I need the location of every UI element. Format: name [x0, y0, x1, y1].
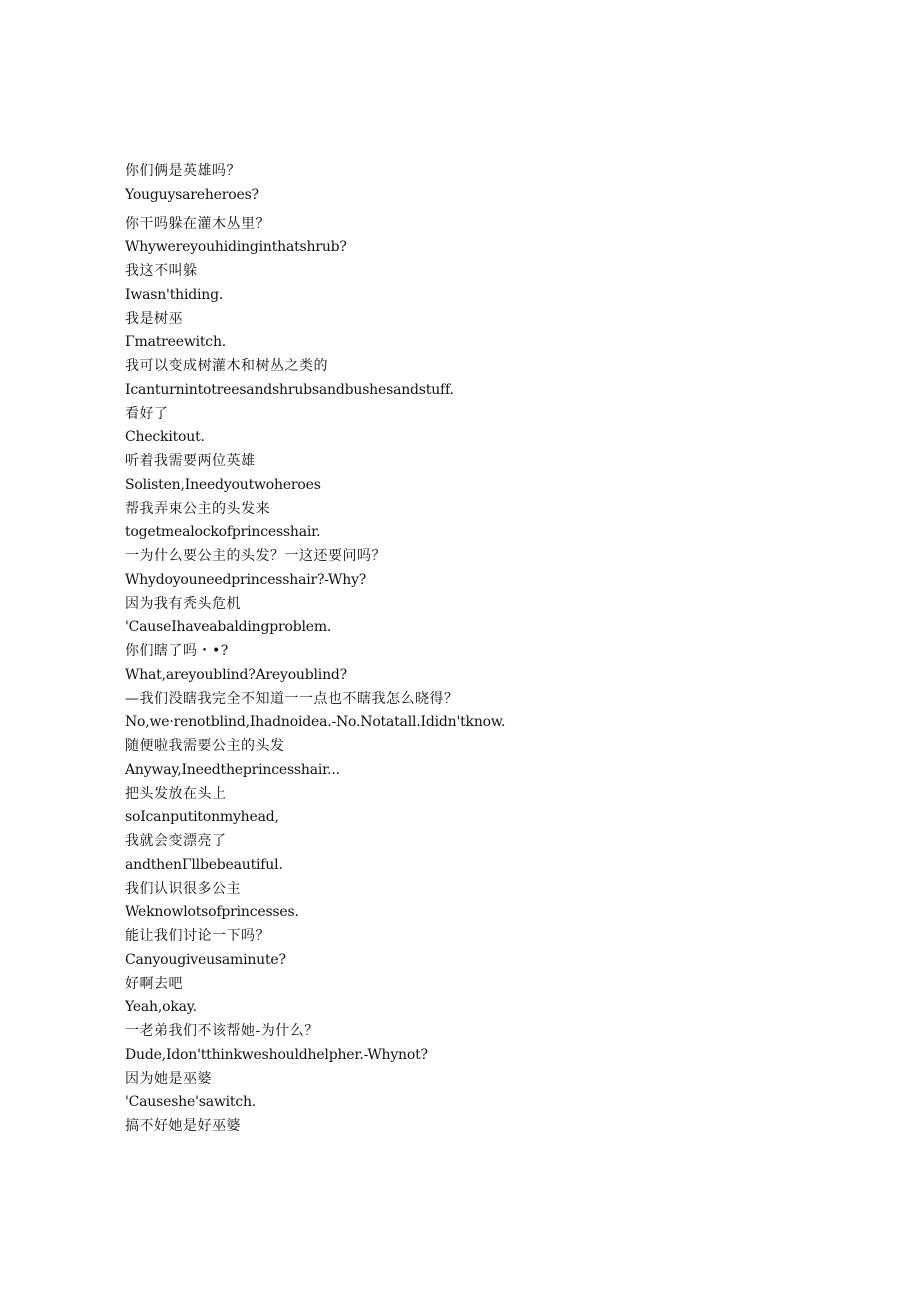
subtitle-line-chinese: 我这不叫躲 — [125, 263, 198, 279]
subtitle-line-chinese: 你们瞎了吗・•? — [125, 643, 229, 659]
subtitle-line-chinese: 你干吗躲在灌木丛里？ — [125, 215, 270, 232]
transcript-body — [125, 160, 805, 1139]
subtitle-line-chinese: 因为她是巫婆 — [125, 1070, 212, 1087]
subtitle-line-english: Dude,Idon'tthinkweshouldhelpher.-Whynot? — [125, 1046, 428, 1063]
subtitle-line-chinese: 你们俩是英雄吗？ — [125, 163, 241, 179]
subtitle-line-chinese: 因为我有秃头危机 — [125, 595, 241, 612]
subtitle-line-chinese: 一为什么要公主的头发？一这还要问吗？ — [125, 548, 386, 564]
subtitle-line-chinese: 好啊去吧 — [125, 975, 183, 992]
subtitle-line-chinese: 能让我们讨论一下吗？ — [125, 928, 270, 944]
subtitle-line-english: Solisten,Ineedyoutwoheroes — [125, 476, 321, 493]
subtitle-line-english: 'CauseIhaveabaldingproblem. — [125, 619, 332, 636]
subtitle-line-chinese: 我们认识很多公主 — [125, 880, 241, 897]
subtitle-line-chinese: 帮我弄束公主的头发来 — [125, 500, 270, 517]
subtitle-line-english: Anyway,Ineedtheprincesshair... — [125, 761, 340, 778]
subtitle-line-chinese: 搞不好她是好巫婆 — [125, 1118, 241, 1134]
subtitle-line-english: Iwasn'thiding. — [125, 286, 224, 303]
subtitle-line-english: Icanturnintotreesandshrubsandbushesandstuff. — [125, 381, 454, 398]
subtitle-line-chinese: 我可以变成树灌木和树丛之类的 — [125, 358, 328, 374]
subtitle-line-english: 'Causeshe'sawitch. — [125, 1094, 257, 1111]
subtitle-line-chinese: 我是树巫 — [125, 310, 183, 327]
subtitle-line-english: Youguysareheroes? — [125, 186, 259, 203]
subtitle-line-english: Whydoyouneedprincesshair?-Why? — [125, 571, 367, 588]
subtitle-line-english: What,areyoublind?Areyoublind? — [125, 666, 347, 683]
subtitle-line-english: Yeah,okay. — [125, 999, 197, 1016]
subtitle-line-english: No,we·renotblind,Ihadnoidea.-No.Notatall.Ididn'tknow. — [125, 714, 506, 731]
subtitle-line-english: Canyougiveusaminute? — [125, 951, 286, 968]
subtitle-line-english: Checkitout. — [125, 429, 205, 446]
subtitle-line-chinese: 一老弟我们不该帮她-为什么？ — [125, 1023, 319, 1039]
subtitle-line-english: Weknowlotsofprincesses. — [125, 904, 299, 921]
subtitle-line-chinese: 看好了 — [125, 405, 169, 422]
subtitle-line-chinese: 把头发放在头上 — [125, 785, 227, 802]
subtitle-line-english: soIcanputitonmyhead, — [125, 809, 279, 826]
subtitle-line-chinese: 随便啦我需要公主的头发 — [125, 738, 285, 754]
subtitle-line-english: andthenΓllbebeautiful. — [125, 856, 283, 873]
subtitle-line-chinese: —我们没瞎我完全不知道一一点也不瞎我怎么晓得？ — [125, 690, 459, 707]
subtitle-line-chinese: 我就会变漂亮了 — [125, 833, 227, 849]
subtitle-line-english: Γmatreewitch. — [125, 334, 227, 351]
subtitle-line-chinese: 听着我需要两位英雄 — [125, 453, 256, 469]
subtitle-line-english: Whywereyouhidinginthatshrub? — [125, 239, 347, 256]
subtitle-line-english: togetmealockofprincesshair. — [125, 524, 321, 541]
